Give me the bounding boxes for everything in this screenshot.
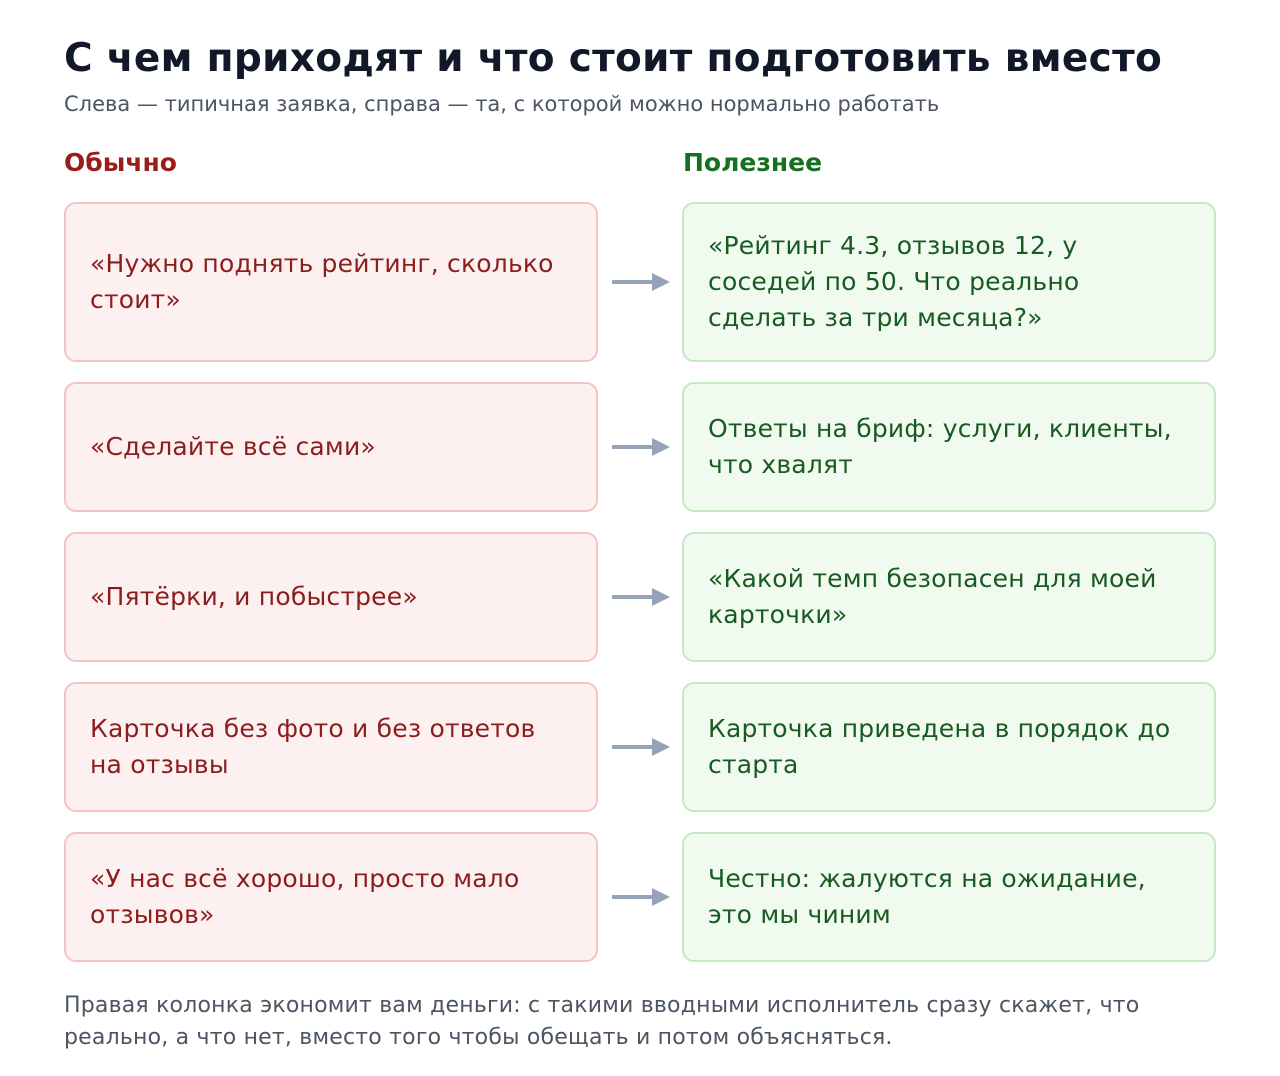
- comparison-row: [64, 382, 1216, 512]
- usual-request-card: [64, 832, 598, 962]
- better-request-text: Ответы на бриф: услуги, клиенты, что хвалят: [708, 414, 1172, 479]
- usual-request-text: «У нас всё хорошо, просто мало отзывов»: [90, 864, 520, 929]
- usual-request-text: «Пятёрки, и побыстрее»: [90, 582, 418, 611]
- comparison-row: [64, 832, 1216, 962]
- comparison-row: [64, 202, 1216, 362]
- usual-request-card: [64, 532, 598, 662]
- better-column-heading: Полезнее: [683, 148, 823, 177]
- usual-request-text: «Нужно поднять рейтинг, сколько стоит»: [90, 249, 554, 314]
- comparison-row: [64, 532, 1216, 662]
- right-arrow-icon: [612, 586, 670, 608]
- usual-request-card: [64, 382, 598, 512]
- usual-column-heading: Обычно: [64, 148, 177, 177]
- right-arrow-icon: [612, 271, 670, 293]
- page-title: С чем приходят и что стоит подготовить вместо: [64, 36, 1163, 81]
- better-request-text: Карточка приведена в порядок до старта: [708, 714, 1171, 779]
- better-request-card: [682, 682, 1216, 812]
- better-request-card: [682, 532, 1216, 662]
- right-arrow-icon: [612, 886, 670, 908]
- better-request-text: «Какой темп безопасен для моей карточки»: [708, 564, 1157, 629]
- usual-request-text: «Сделайте всё сами»: [90, 432, 376, 461]
- better-request-card: [682, 382, 1216, 512]
- better-request-card: [682, 202, 1216, 362]
- page-subtitle: Слева — типичная заявка, справа — та, с которой можно нормально работать: [64, 92, 940, 116]
- usual-request-card: [64, 202, 598, 362]
- better-request-text: Честно: жалуются на ожидание, это мы чиним: [708, 864, 1146, 929]
- usual-request-card: [64, 682, 598, 812]
- comparison-row: [64, 682, 1216, 812]
- better-request-card: [682, 832, 1216, 962]
- usual-request-text: Карточка без фото и без ответов на отзывы: [90, 714, 536, 779]
- right-arrow-icon: [612, 736, 670, 758]
- footer-note: Правая колонка экономит вам деньги: с такими вводными исполнитель сразу скажет, что реально, а что нет, вместо того чтобы обещать и потом объясняться.: [64, 993, 1140, 1050]
- right-arrow-icon: [612, 436, 670, 458]
- better-request-text: «Рейтинг 4.3, отзывов 12, у соседей по 50. Что реально сделать за три месяца?»: [708, 231, 1080, 332]
- comparison-rows: [64, 202, 1216, 982]
